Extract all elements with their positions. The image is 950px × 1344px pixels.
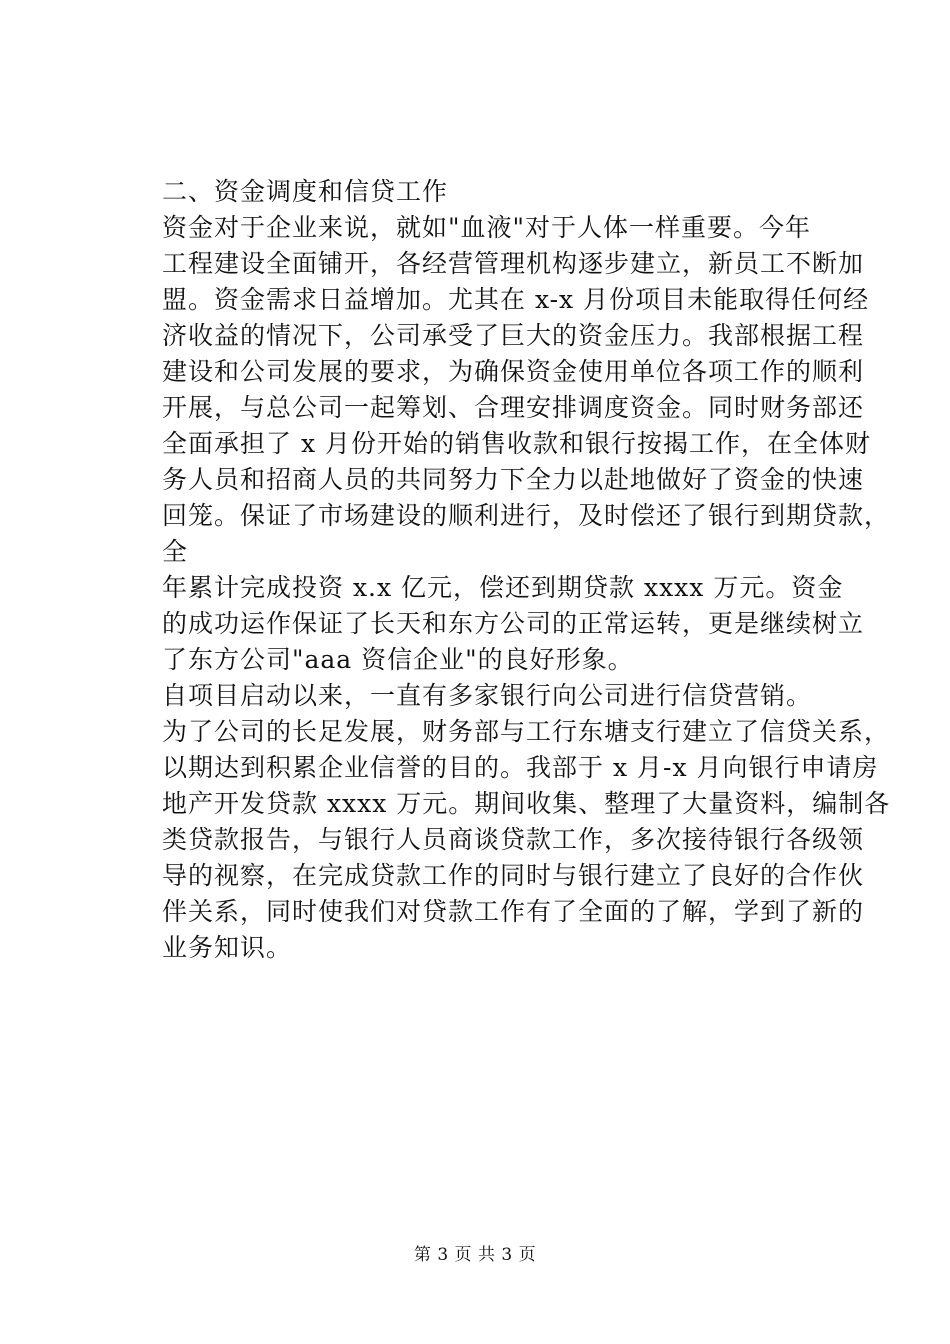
section-heading: 二、资金调度和信贷工作	[162, 177, 449, 206]
text-line: 以期达到积累企业信誉的目的。我部于 x 月-x 月向银行申请房	[162, 753, 879, 782]
document-body	[112, 174, 891, 966]
text-line: 的成功运作保证了长天和东方公司的正常运转，更是继续树立	[162, 609, 865, 638]
text-line: 盟。资金需求日益增加。尤其在 x-x 月份项目未能取得任何经	[162, 285, 870, 314]
text-line: 导的视察，在完成贷款工作的同时与银行建立了良好的合作伙	[162, 861, 865, 890]
text-line: 地产开发贷款 xxxx 万元。期间收集、整理了大量资料，编制各	[162, 789, 891, 818]
text-line: 工程建设全面铺开，各经营管理机构逐步建立，新员工不断加	[162, 249, 865, 278]
text-line: 自项目启动以来，一直有多家银行向公司进行信贷营销。	[162, 681, 813, 710]
text-line: 资金对于企业来说，就如"血液"对于人体一样重要。今年	[162, 213, 812, 242]
text-line: 务人员和招商人员的共同努力下全力以赴地做好了资金的快速	[162, 465, 865, 494]
text-line: 建设和公司发展的要求，为确保资金使用单位各项工作的顺利	[162, 357, 865, 386]
text-line: 了东方公司"aaa 资信企业"的良好形象。	[162, 645, 634, 674]
text-line: 济收益的情况下，公司承受了巨大的资金压力。我部根据工程	[162, 321, 865, 350]
text-line: 业务知识。	[162, 933, 293, 962]
text-line: 类贷款报告，与银行人员商谈贷款工作，多次接待银行各级领	[162, 825, 865, 854]
text-line: 回笼。保证了市场建设的顺利进行，及时偿还了银行到期贷款，	[162, 501, 891, 530]
text-line: 全面承担了 x 月份开始的销售收款和银行按揭工作，在全体财	[162, 429, 871, 458]
page-number-footer: 第 3 页 共 3 页	[413, 1245, 537, 1265]
text-line: 全	[162, 537, 189, 566]
text-line: 为了公司的长足发展，财务部与工行东塘支行建立了信贷关系，	[162, 717, 891, 746]
text-line: 伴关系，同时使我们对贷款工作有了全面的了解，学到了新的	[162, 897, 865, 926]
paragraph-investment	[112, 570, 865, 678]
paragraph-funding	[112, 210, 891, 570]
text-line: 年累计完成投资 x.x 亿元，偿还到期贷款 xxxx 万元。资金	[162, 573, 844, 602]
text-line: 开展，与总公司一起筹划、合理安排调度资金。同时财务部还	[162, 393, 865, 422]
paragraph-credit	[112, 678, 891, 966]
